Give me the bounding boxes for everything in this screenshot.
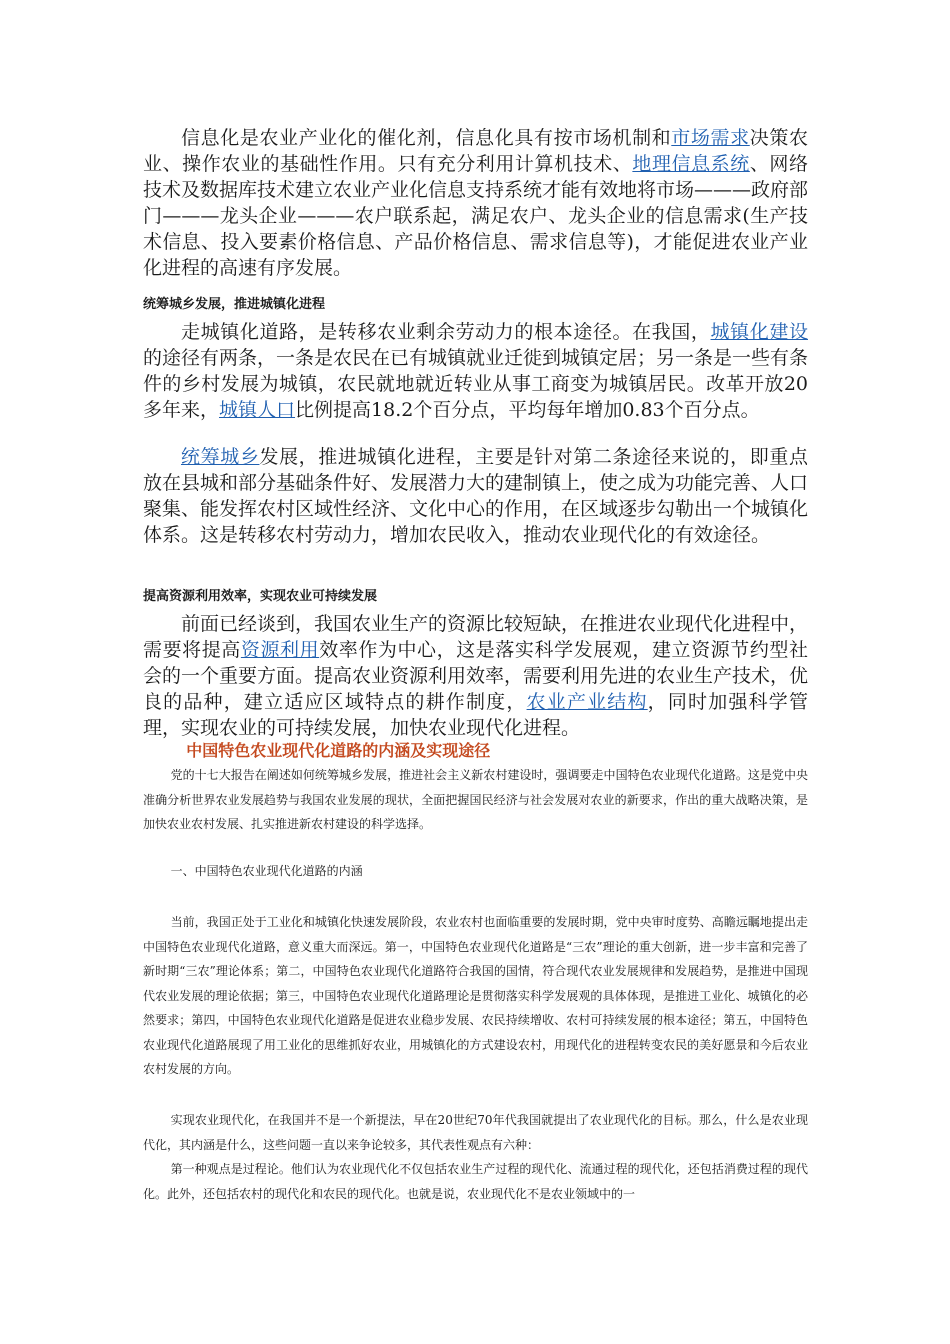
paragraph-resources <box>143 611 808 741</box>
text: 、网络技术及数据库技术建立农业产业化信息支持系统才能有效地将市场———政府部门———龙头企业———农户联系起，满足农户、龙头企业的信息需求(生产技术信息、投入要素价格信息、产品价格信息、需求信息等)，才能促进农业产业化进程的高速有序发展。 <box>143 153 809 279</box>
link-agricultural-structure[interactable]: 农业产业结构 <box>526 691 648 713</box>
text: 决策农业、操作农业的基础性作用。只有充分利用计算机技术、 <box>143 127 808 175</box>
text: 前面已经谈到，我国农业生产的资源比较短缺，在推进农业现代化进程中，需要将提高 <box>143 613 809 661</box>
link-resource-utilization[interactable]: 资源利用 <box>240 639 320 661</box>
link-urbanization-construction[interactable]: 城镇化建设 <box>710 321 808 343</box>
text: 比例提高18.2个百分点，平均每年增加0.83个百分点。 <box>295 399 760 421</box>
paragraph-process-theory: 第一种观点是过程论。他们认为农业现代化不仅包括农业生产过程的现代化、流通过程的现代化，还包括消费过程的现代化。此外，还包括农村的现代化和农民的现代化。也就是说，农业现代化不是农业领域中的一 <box>143 1162 808 1201</box>
section-heading-urban-rural: 统筹城乡发展，推进城镇化进程 <box>143 297 326 312</box>
paragraph-current-stage: 当前，我国正处于工业化和城镇化快速发展阶段，农业农村也面临重要的发展时期，党中央审时度势、高瞻远瞩地提出走中国特色农业现代化道路，意义重大而深远。第一，中国特色农业现代化道路是“三农”理论的重大创新，进一步丰富和完善了新时期“三农”理论体系；第二，中国特色农业现代化道路符合我国的国情，符合现代农业发展规律和发展趋势，是推进中国现代农业发展的理论依据；第三，中国特色农业现代化道路理论是贯彻落实科学发展观的具体体现，是推进工业化、城镇化的必然要求；第四，中国特色农业现代化道路是促进农业稳步发展、农民持续增收、农村可持续发展的根本途径；第五，中国特色农业现代化道路展现了用工业化的思维抓好农业，用城镇化的方式建设农村，用现代化的进程转变农民的美好愿景和今后农业农村发展的方向。 <box>143 915 808 1076</box>
text: 的途径有两条，一条是农民在已有城镇就业迁徙到城镇定居；另一条是一些有条件的乡村发展为城镇，农民就地就近转业从事工商变为城镇居民。改革开放20多年来， <box>143 347 809 421</box>
section-heading-resources: 提高资源利用效率，实现农业可持续发展 <box>143 589 378 604</box>
paragraph-intro: 党的十七大报告在阐述如何统筹城乡发展，推进社会主义新农村建设时，强调要走中国特色农业现代化道路。这是党中央准确分析世界农业发展趋势与我国农业发展的现状，全面把握国民经济与社会发展对农业的新要求，作出的重大战略决策，是加快农业农村发展、扎实推进新农村建设的科学选择。 <box>143 768 808 831</box>
link-urban-population[interactable]: 城镇人口 <box>219 399 296 421</box>
paragraph-urbanization <box>143 319 808 423</box>
text: 发展，推进城镇化进程，主要是针对第二条途径来说的，即重点放在县城和部分基础条件好、发展潜力大的建制镇上，使之成为功能完善、人口聚集、能发挥农村区域性经济、文化中心的作用，在区域逐步勾勒出一个城镇化体系。这是转移农村劳动力，增加农民收入，推动农业现代化的有效途径。 <box>143 446 809 546</box>
paragraph-coordination <box>143 444 808 548</box>
link-market-demand[interactable]: 市场需求 <box>671 127 750 149</box>
section-title-connotation: 一、中国特色农业现代化道路的内涵 <box>170 864 363 878</box>
link-gis[interactable]: 地理信息系统 <box>632 153 750 175</box>
link-urban-rural-coordination[interactable]: 统筹城乡 <box>181 446 260 468</box>
text: 信息化是农业产业化的催化剂，信息化具有按市场机制和 <box>181 127 672 149</box>
text: 走城镇化道路，是转移农业剩余劳动力的根本途径。在我国， <box>181 321 711 343</box>
text: ，同时加强科学管理，实现农业的可持续发展，加快农业现代化进程。 <box>143 691 808 739</box>
article-title: 中国特色农业现代化道路的内涵及实现途径 <box>186 741 491 760</box>
text: 效率作为中心，这是落实科学发展观，建立资源节约型社会的一个重要方面。提高农业资源利用效率，需要利用先进的农业生产技术，优良的品种，建立适应区域特点的耕作制度， <box>143 639 809 713</box>
paragraph-informatization <box>143 125 808 281</box>
paragraph-modernization: 实现农业现代化，在我国并不是一个新提法，早在20世纪70年代我国就提出了农业现代化的目标。那么，什么是农业现代化，其内涵是什么，这些问题一直以来争论较多，其代表性观点有六种： <box>143 1113 808 1152</box>
